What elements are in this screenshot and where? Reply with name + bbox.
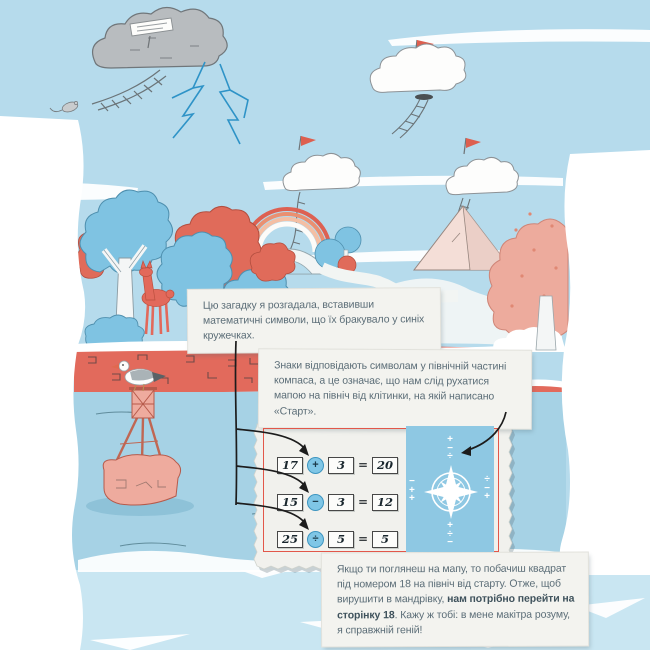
- result-box: 20: [372, 457, 398, 474]
- result-box: 5: [372, 531, 398, 548]
- operand-box: 17: [277, 457, 303, 474]
- equation-card: [257, 420, 509, 568]
- compass-south-symbols: + ÷ −: [447, 520, 453, 548]
- note2-text: Знаки відповідають символам у північній частині компаса, а це означає, що нам слід рухатися мапою на північ від клітинки, на якій написано «Старт».: [273, 359, 507, 418]
- speech-note-1: [188, 288, 440, 352]
- note3-text-bold: нам потрібно перейти на сторінку 18: [337, 593, 575, 622]
- result-box: 12: [372, 494, 398, 511]
- operand-box: 3: [328, 457, 354, 474]
- equation-row-3: [277, 530, 398, 548]
- equation-row-2: [277, 493, 398, 511]
- operand-box: 25: [277, 531, 303, 548]
- compass-west-symbols: − + +: [409, 476, 415, 504]
- note3-text-after: . Кажу ж тобі: в мене макітра розуму, я справжній геній!: [337, 608, 571, 637]
- equation-row-1: [277, 456, 398, 474]
- page-margin-right: [560, 150, 650, 575]
- operand-box: 5: [328, 531, 354, 548]
- speech-note-2: [259, 349, 531, 428]
- operand-box: 15: [277, 494, 303, 511]
- equals-sign: =: [358, 532, 369, 546]
- page-margin-left: [0, 116, 85, 650]
- compass-north-symbols: + − ÷: [447, 434, 453, 462]
- operand-box: 3: [328, 494, 354, 511]
- note1-text: Цю загадку я розгадала, вставивши математичні символи, що їх бракувало у синіх кружечках.: [202, 298, 425, 343]
- note3-text-before: Якщо ти поглянеш на мапу, то побачиш квадрат під номером 18 на північ від старту. Отже, щоб вирушити в мандрівку,: [336, 562, 567, 606]
- divide-operator-circle: ÷: [307, 531, 324, 548]
- equals-sign: =: [358, 495, 369, 509]
- minus-operator-circle: −: [307, 494, 324, 511]
- compass-east-symbols: ÷ − +: [484, 474, 490, 502]
- plus-operator-circle: +: [307, 457, 324, 474]
- compass-panel: [406, 426, 494, 552]
- equals-sign: =: [358, 458, 369, 472]
